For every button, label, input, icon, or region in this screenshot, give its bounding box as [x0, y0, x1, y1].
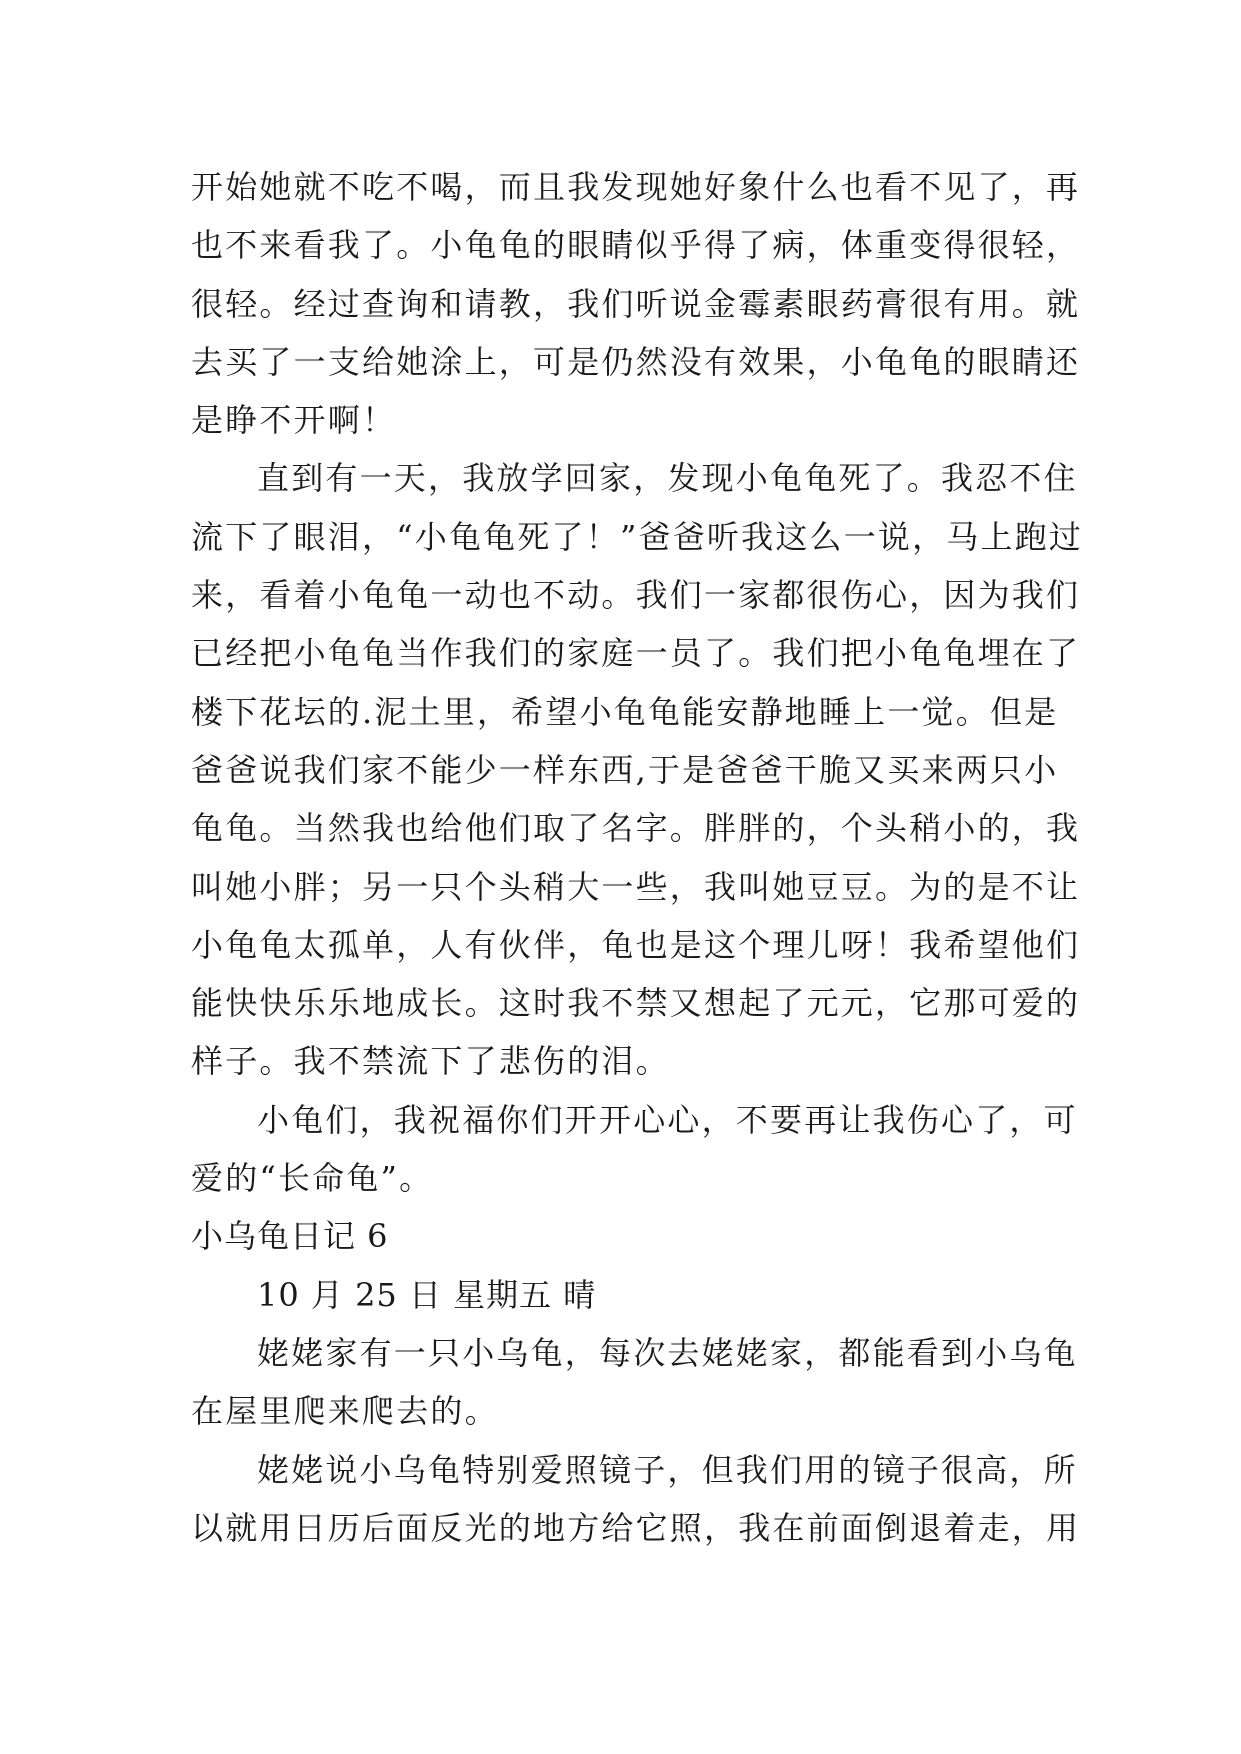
- diary-date: 10 月 25 日 星期五 晴: [257, 1275, 597, 1314]
- paragraph-line: 去买了一支给她涂上，可是仍然没有效果，小龟龟的眼睛还: [191, 342, 1081, 381]
- document-page: [191, 158, 1084, 1557]
- paragraph-line: 姥姥说小乌龟特别爱照镜子，但我们用的镜子很高，所: [257, 1450, 1078, 1489]
- paragraph-line: 样子。我不禁流下了悲伤的泪。: [191, 1042, 670, 1081]
- paragraph-line: 直到有一天，我放学回家，发现小龟龟死了。我忍不住: [257, 459, 1078, 498]
- section-title: 小乌龟日记 6: [191, 1217, 389, 1256]
- paragraph-line: 也不来看我了。小龟龟的眼睛似乎得了病，体重变得很轻，: [191, 226, 1081, 265]
- paragraph-line: 爸爸说我们家不能少一样东西,于是爸爸干脆又买来两只小: [191, 750, 1059, 789]
- paragraph-line: 叫她小胖；另一只个头稍大一些，我叫她豆豆。为的是不让: [191, 867, 1081, 906]
- paragraph-line: 已经把小龟龟当作我们的家庭一员了。我们把小龟龟埋在了: [191, 634, 1081, 673]
- paragraph-line: 能快快乐乐地成长。这时我不禁又想起了元元，它那可爱的: [191, 984, 1081, 1023]
- paragraph-line: 龟龟。当然我也给他们取了名字。胖胖的，个头稍小的，我: [191, 809, 1081, 848]
- paragraph-line: 爱的“长命龟”。: [191, 1159, 434, 1198]
- paragraph-line: 开始她就不吃不喝，而且我发现她好象什么也看不见了，再: [191, 168, 1081, 206]
- paragraph-line: 以就用日历后面反光的地方给它照，我在前面倒退着走，用: [191, 1508, 1081, 1547]
- paragraph-line: 流下了眼泪，“小龟龟死了！”爸爸听我这么一说，马上跑过: [191, 517, 1084, 556]
- paragraph-line: 来，看着小龟龟一动也不动。我们一家都很伤心，因为我们: [191, 576, 1081, 615]
- paragraph-line: 在屋里爬来爬去的。: [191, 1392, 499, 1431]
- paragraph-line: 小龟龟太孤单，人有伙伴，龟也是这个理儿呀！我希望他们: [191, 925, 1081, 964]
- paragraph-line: 楼下花坛的.泥土里，希望小龟龟能安静地睡上一觉。但是: [191, 692, 1059, 731]
- paragraph-line: 是睁不开啊！: [191, 401, 397, 440]
- paragraph-line: 姥姥家有一只小乌龟，每次去姥姥家，都能看到小乌龟: [257, 1333, 1078, 1372]
- paragraph-line: 很轻。经过查询和请教，我们听说金霉素眼药膏很有用。就: [191, 284, 1081, 323]
- paragraph-line: 小龟们，我祝福你们开开心心，不要再让我伤心了，可: [257, 1100, 1078, 1139]
